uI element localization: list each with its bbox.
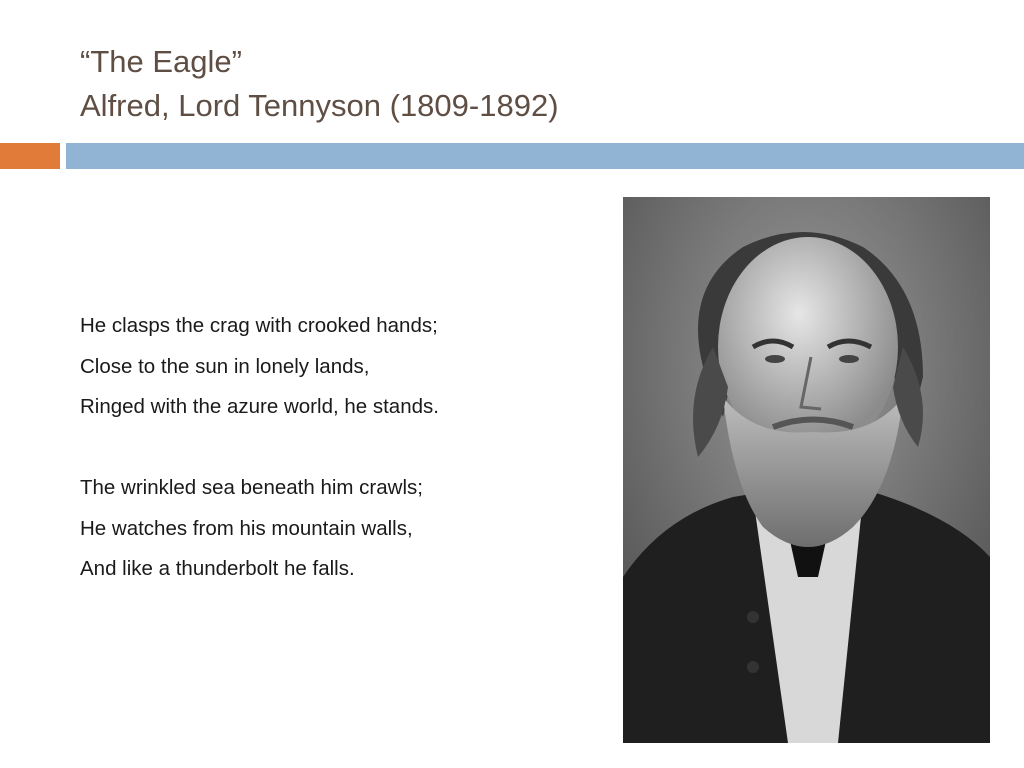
poem-line: He watches from his mountain walls,	[80, 516, 413, 540]
accent-bar-blue	[66, 143, 1024, 169]
title-poem-name: “The Eagle”	[80, 44, 242, 79]
title-author: Alfred, Lord Tennyson (1809-1892)	[80, 88, 559, 123]
poem-line: And like a thunderbolt he falls.	[80, 557, 355, 580]
poem-line: He clasps the crag with crooked hands;	[80, 314, 438, 337]
portrait-photo-icon	[623, 197, 990, 743]
poem-text	[80, 306, 439, 590]
accent-bar-orange	[0, 143, 60, 169]
stanza-break	[80, 428, 439, 469]
poem-line: Close to the sun in lonely lands,	[80, 354, 370, 378]
poem-line: Ringed with the azure world, he stands.	[80, 395, 439, 418]
poem-line: The wrinkled sea beneath him crawls;	[80, 476, 423, 499]
portrait-photo	[623, 197, 990, 743]
slide-title	[80, 40, 559, 128]
